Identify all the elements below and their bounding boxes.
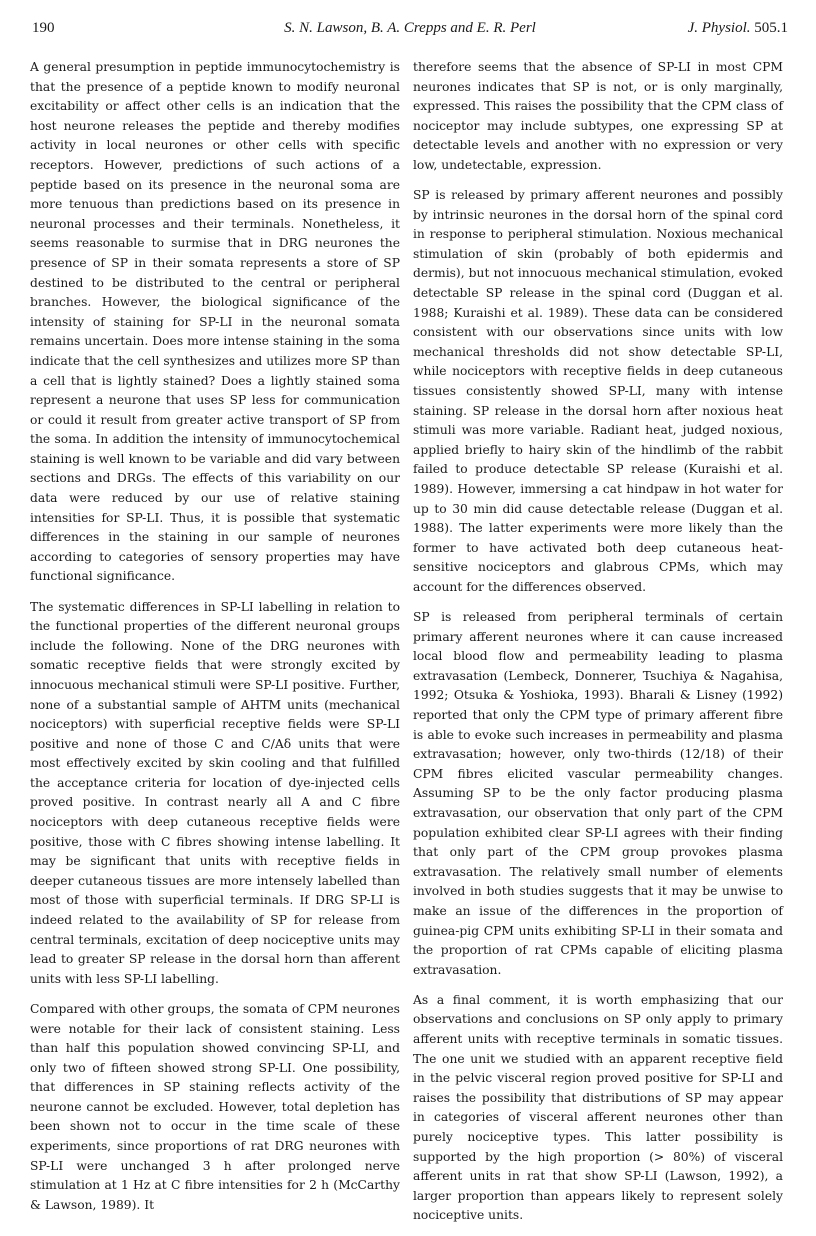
paragraph-somatic-presence: A general presumption in peptide immunocytochemistry is that the presence of a peptide known to modify neuronal excitability or affect other cells is an indication that the host neurone releases the peptide and thereby modifies activity in local neurones or other cells with specific receptors. However, predictions of such actions of a peptide based on its presence in the neuronal soma are more tenuous than predictions based on its presence in neuronal processes and their terminals. Nonetheless, it seems reasonable to surmise that in DRG neurones the presence of SP in their somata represents a store of SP destined to be distributed to the central or peripheral branches. However, the biological significance of the intensity of staining for SP-LI in the neuronal somata remains uncertain. Does more intense staining in the soma indicate that the cell synthesizes and utilizes more SP than a cell that is lightly stained? Does a lightly stained soma represent a neurone that uses SP less for communication or could it result from greater active transport of SP from the soma. In addition the intensity of immunocytochemical staining is well known to be variable and did vary between sections and DRGs. The effects of this variability on our data were reduced by our use of relative staining intensities for SP-LI. Thus, it is possible that systematic differences in the staining in our sample of neurones according to categories of sensory properties may have functional significance. xyxy=(30,60,400,584)
paragraph-sp-release-spinal: SP is released by primary afferent neurones and possibly by intrinsic neurones in the dorsal horn of the spinal cord in response to peripheral stimulation. Noxious mechanical stimulation of skin (probably of both epidermis and dermis), but not innocuous mechanical stimulation, evoked detectable SP release in the spinal cord (Duggan et al. 1988; Kuraishi et al. 1989). These data can be considered consistent with our observations since units with low mechanical thresholds did not show detectable SP-LI, while nociceptors with receptive fields in deep cutaneous tissues consistently showed SP-LI, many with intense staining. SP release in the dorsal horn after noxious heat stimuli was more variable. Radiant heat, judged noxious, applied briefly to hairy skin of the hindlimb of the rabbit failed to produce detectable SP release (Kuraishi et al. 1989). However, immersing a cat hindpaw in hot water for up to 30 min did cause detectable release (Duggan et al. 1988). The latter experiments were more likely than the former to have activated both deep cutaneous heat-sensitive nociceptors and glabrous CPMs, which may account for the differences observed. xyxy=(413,188,783,594)
page-number: 190 xyxy=(32,20,55,36)
paragraph-sp-release-peripheral: SP is released from peripheral terminals of certain primary afferent neurones where it can cause increased local blood flow and permeability leading to plasma extravasation (Lembeck, Donnerer, Tsuchiya & Nagahisa, 1992; Otsuka & Yoshioka, 1993). Bharali & Lisney (1992) reported that only the CPM type of primary afferent fibre is able to evoke such increases in permeability and plasma extravasation; however, only two-thirds (12/18) of their CPM fibres elicited vascular permeability changes. Assuming SP to be the only factor producing plasma extravasation, our observation that only part of the CPM population exhibited clear SP-LI agrees with their finding that only part of the CPM group provokes plasma extravasation. The relatively small number of elements involved in both studies suggests that it may be unwise to make an issue of the differences in the proportion of guinea-pig CPM units exhibiting SP-LI in their somata and the proportion of rat CPMs capable of eliciting plasma extravasation. xyxy=(413,610,783,977)
page-header xyxy=(32,20,788,42)
paragraph-cpm-subtypes: therefore seems that the absence of SP-LI in most CPM neurones indicates that SP is not, or is only marginally, expressed. This raises the possibility that the CPM class of nociceptor may include subtypes, one expressing SP at detectable levels and another with no expression or very low, undetectable, expression. xyxy=(413,60,783,172)
left-column xyxy=(30,58,400,1226)
journal-volume: 505.1 xyxy=(754,20,788,36)
paragraph-systematic-differences: The systematic differences in SP-LI labelling in relation to the functional properties of the different neuronal groups include the following. None of the DRG neurones with somatic receptive fields that were strongly excited by innocuous mechanical stimuli were SP-LI positive. Further, none of a substantial sample of AHTM units (mechanical nociceptors) with superficial receptive fields were SP-LI positive and none of those C and C/Aδ units that were most effectively excited by skin cooling and that fulfilled the acceptance criteria for location of dye-injected cells proved positive. In contrast nearly all A and C fibre nociceptors with deep cutaneous receptive fields were positive, those with C fibres showing intense labelling. It may be significant that units with receptive fields in deeper cutaneous tissues are more intensely labelled than most of those with superficial terminals. If DRG SP-LI is indeed related to the availability of SP for release from central terminals, excitation of deep nociceptive units may lead to greater SP release in the dorsal horn than afferent units with less SP-LI labelling. xyxy=(30,599,400,986)
journal-name: J. Physiol. xyxy=(687,20,751,36)
running-head-authors: S. N. Lawson, B. A. Crepps and E. R. Perl xyxy=(284,20,536,36)
paragraph-cpm-staining: Compared with other groups, the somata of CPM neurones were notable for their lack of consistent staining. Less than half this population showed convincing SP-LI, and only two of fifteen showed strong SP-LI. One possibility, that differences in SP staining reflects activity of the neurone cannot be excluded. However, total depletion has been shown not to occur in the time scale of these experiments, since proportions of rat DRG neurones with SP-LI were unchanged 3 h after prolonged nerve stimulation at 1 Hz at C fibre intensities for 2 h (McCarthy & Lawson, 1989). It xyxy=(30,1001,400,1212)
right-column xyxy=(413,58,783,1236)
paragraph-final-comment: As a final comment, it is worth emphasizing that our observations and conclusions on SP only apply to primary afferent units with receptive terminals in somatic tissues. The one unit we studied with an apparent receptive field in the pelvic visceral region proved positive for SP-LI and raises the possibility that distributions of SP may appear in categories of visceral afferent neurones other than purely nociceptive types. This latter possibility is supported by the high proportion (> 80%) of visceral afferent units in rat that show SP-LI (Lawson, 1992), a larger proportion than appears likely to represent solely nociceptive units. xyxy=(413,992,783,1223)
journal-citation xyxy=(688,20,788,37)
